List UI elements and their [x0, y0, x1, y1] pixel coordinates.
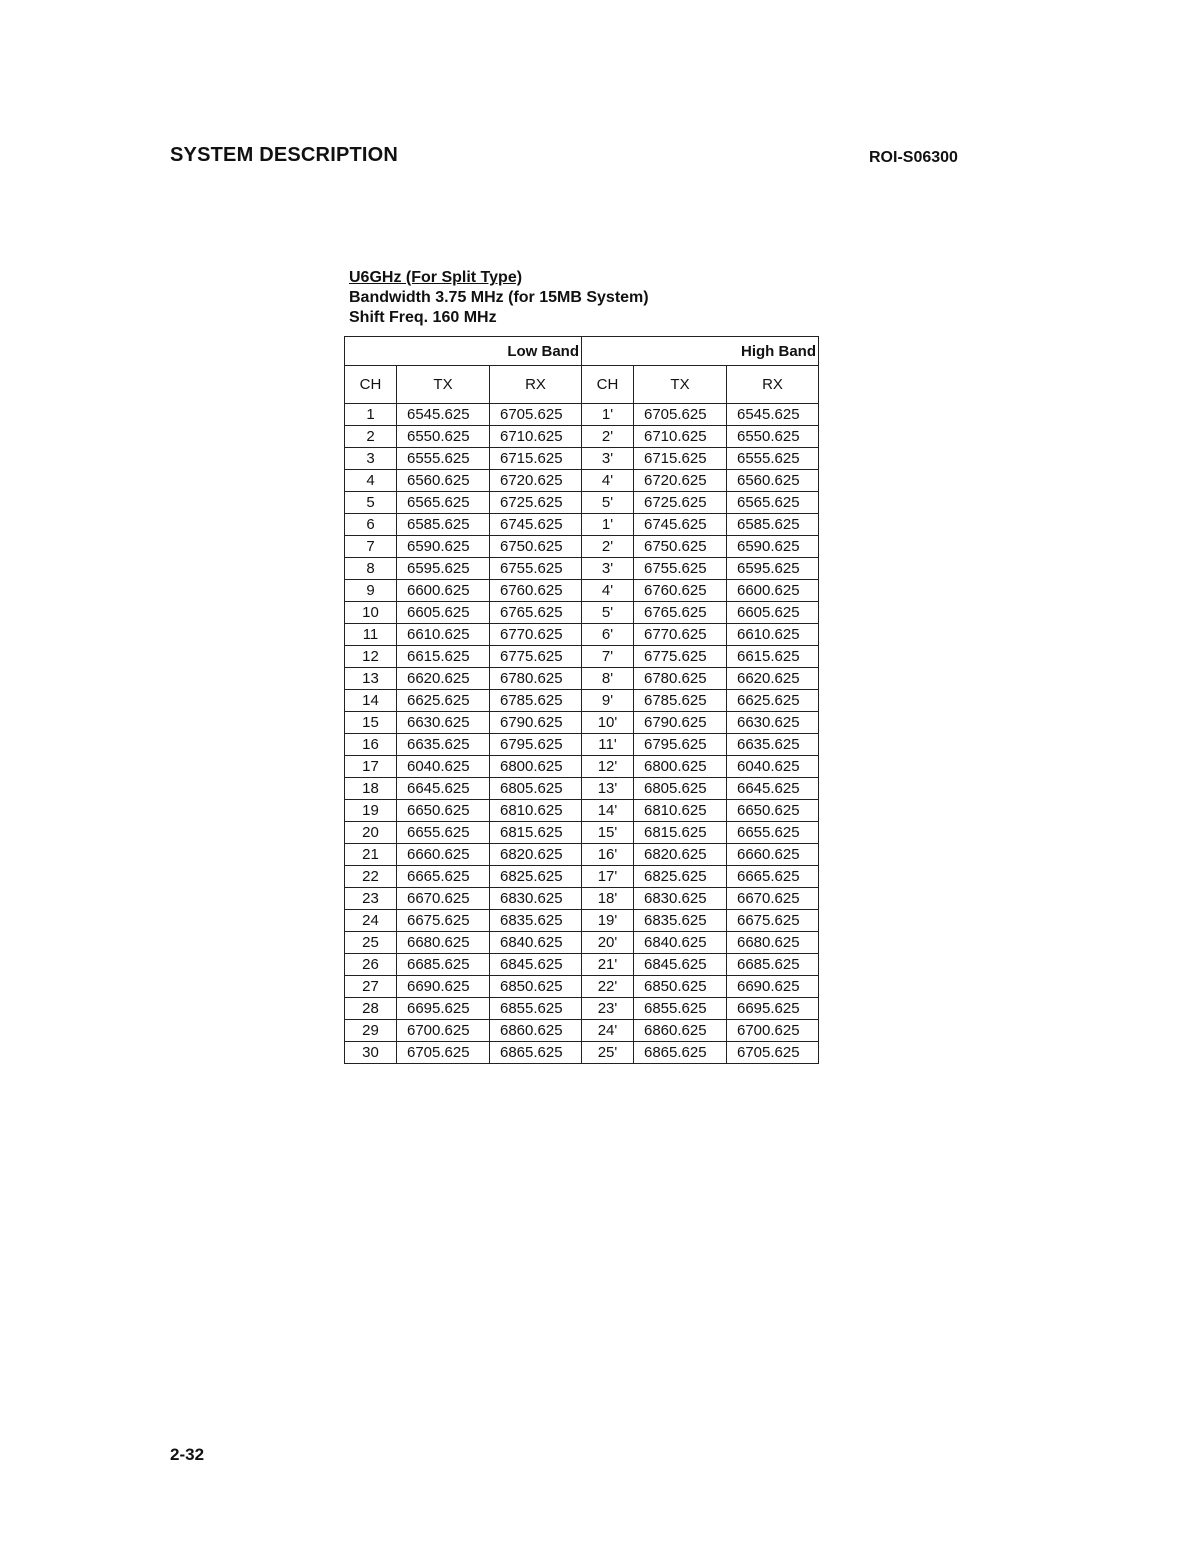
cell-rx-high: 6685.625	[727, 954, 819, 976]
cell-tx-high: 6760.625	[634, 580, 727, 602]
cell-rx-high: 6605.625	[727, 602, 819, 624]
table-row	[345, 448, 819, 470]
cell-tx-high: 6805.625	[634, 778, 727, 800]
cell-channel-low: 5	[345, 492, 397, 514]
cell-tx-low: 6690.625	[397, 976, 490, 998]
cell-rx-low: 6865.625	[490, 1042, 582, 1064]
table-row	[345, 888, 819, 910]
cell-tx-low: 6630.625	[397, 712, 490, 734]
cell-channel-low: 19	[345, 800, 397, 822]
cell-tx-high: 6705.625	[634, 404, 727, 426]
cell-channel-low: 25	[345, 932, 397, 954]
table-row	[345, 844, 819, 866]
cell-channel-low: 6	[345, 514, 397, 536]
cell-channel-low: 11	[345, 624, 397, 646]
cell-tx-high: 6710.625	[634, 426, 727, 448]
cell-tx-high: 6860.625	[634, 1020, 727, 1042]
cell-channel-high: 15'	[582, 822, 634, 844]
column-header-tx-high: TX	[634, 366, 727, 404]
table-row	[345, 514, 819, 536]
band-header-row	[345, 337, 819, 366]
cell-tx-low: 6585.625	[397, 514, 490, 536]
cell-channel-high: 8'	[582, 668, 634, 690]
cell-rx-high: 6565.625	[727, 492, 819, 514]
cell-channel-low: 14	[345, 690, 397, 712]
cell-channel-low: 21	[345, 844, 397, 866]
cell-channel-low: 3	[345, 448, 397, 470]
cell-rx-low: 6705.625	[490, 404, 582, 426]
table-row	[345, 492, 819, 514]
cell-tx-low: 6660.625	[397, 844, 490, 866]
cell-channel-low: 7	[345, 536, 397, 558]
cell-rx-low: 6855.625	[490, 998, 582, 1020]
cell-tx-low: 6670.625	[397, 888, 490, 910]
cell-tx-low: 6680.625	[397, 932, 490, 954]
cell-channel-low: 30	[345, 1042, 397, 1064]
cell-channel-high: 12'	[582, 756, 634, 778]
cell-rx-high: 6550.625	[727, 426, 819, 448]
cell-channel-high: 2'	[582, 426, 634, 448]
table-row	[345, 932, 819, 954]
cell-tx-high: 6815.625	[634, 822, 727, 844]
cell-channel-high: 4'	[582, 470, 634, 492]
cell-channel-high: 18'	[582, 888, 634, 910]
table-row	[345, 1042, 819, 1064]
cell-tx-high: 6745.625	[634, 514, 727, 536]
table-row	[345, 404, 819, 426]
table-row	[345, 646, 819, 668]
cell-rx-high: 6645.625	[727, 778, 819, 800]
cell-rx-low: 6805.625	[490, 778, 582, 800]
cell-rx-low: 6835.625	[490, 910, 582, 932]
cell-channel-high: 14'	[582, 800, 634, 822]
cell-channel-low: 23	[345, 888, 397, 910]
table-row	[345, 734, 819, 756]
cell-rx-high: 6615.625	[727, 646, 819, 668]
cell-tx-high: 6725.625	[634, 492, 727, 514]
cell-rx-low: 6845.625	[490, 954, 582, 976]
cell-rx-high: 6660.625	[727, 844, 819, 866]
table-caption	[349, 268, 649, 328]
table-row	[345, 756, 819, 778]
table-row	[345, 822, 819, 844]
cell-rx-high: 6560.625	[727, 470, 819, 492]
cell-channel-high: 24'	[582, 1020, 634, 1042]
table-row	[345, 580, 819, 602]
cell-channel-high: 9'	[582, 690, 634, 712]
table-row	[345, 602, 819, 624]
cell-rx-low: 6790.625	[490, 712, 582, 734]
table-row	[345, 910, 819, 932]
table-row	[345, 426, 819, 448]
cell-tx-low: 6620.625	[397, 668, 490, 690]
cell-tx-low: 6550.625	[397, 426, 490, 448]
cell-rx-high: 6555.625	[727, 448, 819, 470]
table-row	[345, 668, 819, 690]
cell-channel-high: 20'	[582, 932, 634, 954]
cell-tx-low: 6615.625	[397, 646, 490, 668]
cell-channel-high: 13'	[582, 778, 634, 800]
cell-channel-low: 22	[345, 866, 397, 888]
cell-tx-high: 6800.625	[634, 756, 727, 778]
cell-channel-high: 1'	[582, 404, 634, 426]
cell-tx-high: 6840.625	[634, 932, 727, 954]
cell-tx-high: 6775.625	[634, 646, 727, 668]
column-header-tx-low: TX	[397, 366, 490, 404]
cell-tx-high: 6855.625	[634, 998, 727, 1020]
cell-tx-low: 6610.625	[397, 624, 490, 646]
cell-channel-high: 17'	[582, 866, 634, 888]
cell-rx-low: 6810.625	[490, 800, 582, 822]
cell-rx-high: 6040.625	[727, 756, 819, 778]
table-row	[345, 624, 819, 646]
cell-tx-high: 6755.625	[634, 558, 727, 580]
cell-channel-high: 11'	[582, 734, 634, 756]
cell-channel-high: 4'	[582, 580, 634, 602]
cell-tx-low: 6650.625	[397, 800, 490, 822]
table-title: U6GHz (For Split Type)	[349, 269, 523, 286]
cell-tx-low: 6705.625	[397, 1042, 490, 1064]
cell-channel-high: 6'	[582, 624, 634, 646]
cell-channel-high: 16'	[582, 844, 634, 866]
table-row	[345, 800, 819, 822]
section-title: SYSTEM DESCRIPTION	[170, 144, 399, 166]
cell-rx-high: 6600.625	[727, 580, 819, 602]
high-band-header: High Band	[582, 337, 819, 366]
cell-tx-high: 6780.625	[634, 668, 727, 690]
cell-channel-low: 24	[345, 910, 397, 932]
table-row	[345, 778, 819, 800]
cell-rx-low: 6725.625	[490, 492, 582, 514]
cell-rx-low: 6745.625	[490, 514, 582, 536]
cell-rx-high: 6620.625	[727, 668, 819, 690]
cell-tx-high: 6865.625	[634, 1042, 727, 1064]
cell-rx-low: 6775.625	[490, 646, 582, 668]
cell-channel-low: 29	[345, 1020, 397, 1042]
cell-rx-high: 6700.625	[727, 1020, 819, 1042]
cell-channel-high: 2'	[582, 536, 634, 558]
cell-channel-low: 9	[345, 580, 397, 602]
cell-channel-low: 28	[345, 998, 397, 1020]
column-header-ch-low: CH	[345, 366, 397, 404]
cell-channel-high: 21'	[582, 954, 634, 976]
cell-channel-low: 26	[345, 954, 397, 976]
cell-tx-low: 6590.625	[397, 536, 490, 558]
cell-rx-high: 6625.625	[727, 690, 819, 712]
column-header-rx-high: RX	[727, 366, 819, 404]
cell-channel-low: 17	[345, 756, 397, 778]
table-row	[345, 976, 819, 998]
cell-tx-high: 6795.625	[634, 734, 727, 756]
cell-tx-low: 6545.625	[397, 404, 490, 426]
cell-tx-low: 6665.625	[397, 866, 490, 888]
cell-tx-high: 6810.625	[634, 800, 727, 822]
cell-rx-low: 6850.625	[490, 976, 582, 998]
cell-tx-low: 6625.625	[397, 690, 490, 712]
cell-rx-high: 6585.625	[727, 514, 819, 536]
cell-tx-low: 6560.625	[397, 470, 490, 492]
cell-channel-high: 3'	[582, 558, 634, 580]
cell-tx-low: 6645.625	[397, 778, 490, 800]
cell-rx-low: 6825.625	[490, 866, 582, 888]
cell-channel-low: 12	[345, 646, 397, 668]
cell-channel-high: 22'	[582, 976, 634, 998]
table-row	[345, 866, 819, 888]
cell-channel-high: 23'	[582, 998, 634, 1020]
cell-rx-low: 6815.625	[490, 822, 582, 844]
cell-tx-low: 6605.625	[397, 602, 490, 624]
cell-channel-low: 4	[345, 470, 397, 492]
cell-tx-high: 6765.625	[634, 602, 727, 624]
cell-rx-high: 6590.625	[727, 536, 819, 558]
cell-rx-high: 6655.625	[727, 822, 819, 844]
cell-tx-high: 6825.625	[634, 866, 727, 888]
cell-channel-high: 5'	[582, 602, 634, 624]
cell-channel-low: 27	[345, 976, 397, 998]
cell-channel-high: 7'	[582, 646, 634, 668]
cell-rx-high: 6630.625	[727, 712, 819, 734]
cell-rx-low: 6770.625	[490, 624, 582, 646]
cell-rx-high: 6545.625	[727, 404, 819, 426]
cell-tx-low: 6565.625	[397, 492, 490, 514]
cell-tx-low: 6700.625	[397, 1020, 490, 1042]
cell-rx-low: 6755.625	[490, 558, 582, 580]
cell-tx-low: 6635.625	[397, 734, 490, 756]
cell-rx-low: 6800.625	[490, 756, 582, 778]
cell-rx-high: 6595.625	[727, 558, 819, 580]
cell-rx-high: 6695.625	[727, 998, 819, 1020]
cell-tx-low: 6685.625	[397, 954, 490, 976]
table-row	[345, 690, 819, 712]
cell-channel-low: 13	[345, 668, 397, 690]
cell-channel-high: 3'	[582, 448, 634, 470]
cell-rx-low: 6750.625	[490, 536, 582, 558]
cell-channel-low: 10	[345, 602, 397, 624]
cell-tx-low: 6555.625	[397, 448, 490, 470]
cell-channel-high: 5'	[582, 492, 634, 514]
cell-tx-high: 6720.625	[634, 470, 727, 492]
table-row	[345, 470, 819, 492]
table-row	[345, 998, 819, 1020]
cell-rx-high: 6665.625	[727, 866, 819, 888]
shift-frequency-line: Shift Freq. 160 MHz	[349, 309, 497, 326]
cell-rx-high: 6680.625	[727, 932, 819, 954]
cell-tx-high: 6790.625	[634, 712, 727, 734]
cell-channel-low: 1	[345, 404, 397, 426]
low-band-header: Low Band	[345, 337, 582, 366]
channel-frequency-table	[344, 336, 819, 1064]
cell-channel-low: 2	[345, 426, 397, 448]
cell-rx-low: 6820.625	[490, 844, 582, 866]
cell-tx-low: 6600.625	[397, 580, 490, 602]
bandwidth-line: Bandwidth 3.75 MHz (for 15MB System)	[349, 289, 649, 306]
cell-channel-low: 18	[345, 778, 397, 800]
cell-rx-low: 6715.625	[490, 448, 582, 470]
cell-channel-low: 8	[345, 558, 397, 580]
page-number: 2-32	[170, 1445, 205, 1464]
cell-tx-high: 6830.625	[634, 888, 727, 910]
cell-channel-high: 19'	[582, 910, 634, 932]
cell-rx-high: 6650.625	[727, 800, 819, 822]
cell-tx-high: 6845.625	[634, 954, 727, 976]
cell-channel-high: 10'	[582, 712, 634, 734]
cell-rx-low: 6860.625	[490, 1020, 582, 1042]
document-id: ROI-S06300	[869, 149, 958, 166]
cell-tx-low: 6695.625	[397, 998, 490, 1020]
cell-tx-high: 6820.625	[634, 844, 727, 866]
cell-tx-low: 6595.625	[397, 558, 490, 580]
table-row	[345, 954, 819, 976]
cell-rx-low: 6795.625	[490, 734, 582, 756]
cell-rx-low: 6720.625	[490, 470, 582, 492]
table-row	[345, 1020, 819, 1042]
cell-channel-low: 15	[345, 712, 397, 734]
cell-tx-low: 6675.625	[397, 910, 490, 932]
cell-rx-low: 6765.625	[490, 602, 582, 624]
table-row	[345, 558, 819, 580]
cell-rx-high: 6705.625	[727, 1042, 819, 1064]
cell-tx-low: 6040.625	[397, 756, 490, 778]
cell-tx-high: 6750.625	[634, 536, 727, 558]
table-row	[345, 712, 819, 734]
table-row	[345, 536, 819, 558]
cell-rx-high: 6690.625	[727, 976, 819, 998]
cell-rx-high: 6635.625	[727, 734, 819, 756]
cell-tx-high: 6835.625	[634, 910, 727, 932]
cell-rx-high: 6670.625	[727, 888, 819, 910]
column-header-row	[345, 366, 819, 404]
cell-rx-low: 6760.625	[490, 580, 582, 602]
cell-tx-high: 6850.625	[634, 976, 727, 998]
cell-tx-high: 6770.625	[634, 624, 727, 646]
cell-channel-high: 25'	[582, 1042, 634, 1064]
cell-channel-high: 1'	[582, 514, 634, 536]
cell-tx-high: 6785.625	[634, 690, 727, 712]
cell-rx-high: 6610.625	[727, 624, 819, 646]
cell-tx-low: 6655.625	[397, 822, 490, 844]
cell-rx-low: 6780.625	[490, 668, 582, 690]
cell-rx-low: 6785.625	[490, 690, 582, 712]
column-header-rx-low: RX	[490, 366, 582, 404]
cell-rx-low: 6710.625	[490, 426, 582, 448]
cell-rx-high: 6675.625	[727, 910, 819, 932]
cell-rx-low: 6830.625	[490, 888, 582, 910]
cell-rx-low: 6840.625	[490, 932, 582, 954]
column-header-ch-high: CH	[582, 366, 634, 404]
cell-tx-high: 6715.625	[634, 448, 727, 470]
cell-channel-low: 16	[345, 734, 397, 756]
cell-channel-low: 20	[345, 822, 397, 844]
